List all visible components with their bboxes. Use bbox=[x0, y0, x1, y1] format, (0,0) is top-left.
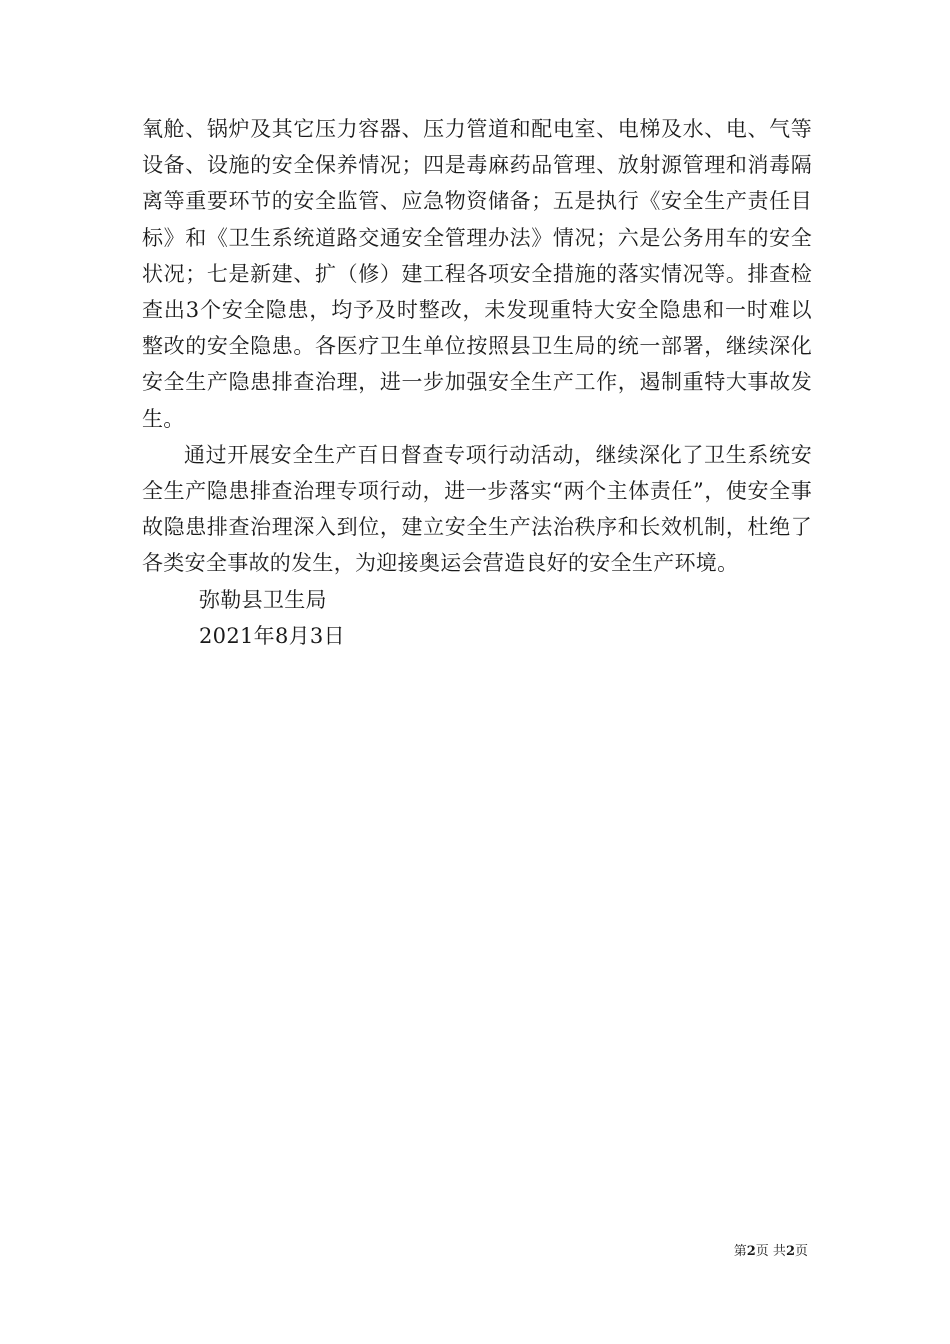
signature-organization: 弥勒县卫生局 bbox=[199, 587, 327, 612]
signature-date: 2021年8月3日 bbox=[199, 623, 345, 648]
document-body bbox=[142, 111, 812, 654]
page-footer bbox=[734, 1244, 808, 1260]
footer-total-pages: 2 bbox=[785, 1244, 795, 1259]
footer-prefix: 第 bbox=[733, 1244, 747, 1259]
footer-middle: 页 共 bbox=[755, 1244, 786, 1259]
footer-current-page: 2 bbox=[746, 1244, 756, 1259]
paragraph-continued: 氧舱、锅炉及其它压力容器、压力管道和配电室、电梯及水、电、气等设备、设施的安全保养情况；四是毒麻药品管理、放射源管理和消毒隔离等重要环节的安全监管、应急物资储备；五是执行《安全生产责任目标》和《卫生系统道路交通安全管理办法》情况；六是公务用车的安全状况；七是新建、扩（修）建工程各项安全措施的落实情况等。排查检查出3个安全隐患，均予及时整改，未发现重特大安全隐患和一时难以整改的安全隐患。各医疗卫生单位按照县卫生局的统一部署，继续深化安全生产隐患排查治理，进一步加强安全生产工作，遏制重特大事故发生。 bbox=[142, 117, 812, 431]
footer-suffix: 页 bbox=[794, 1244, 808, 1259]
paragraph-summary: 通过开展安全生产百日督查专项行动活动，继续深化了卫生系统安全生产隐患排查治理专项行动，进一步落实“两个主体责任”，使安全事故隐患排查治理深入到位，建立安全生产法治秩序和长效机制，杜绝了各类安全事故的发生，为迎接奥运会营造良好的安全生产环境。 bbox=[142, 442, 812, 576]
